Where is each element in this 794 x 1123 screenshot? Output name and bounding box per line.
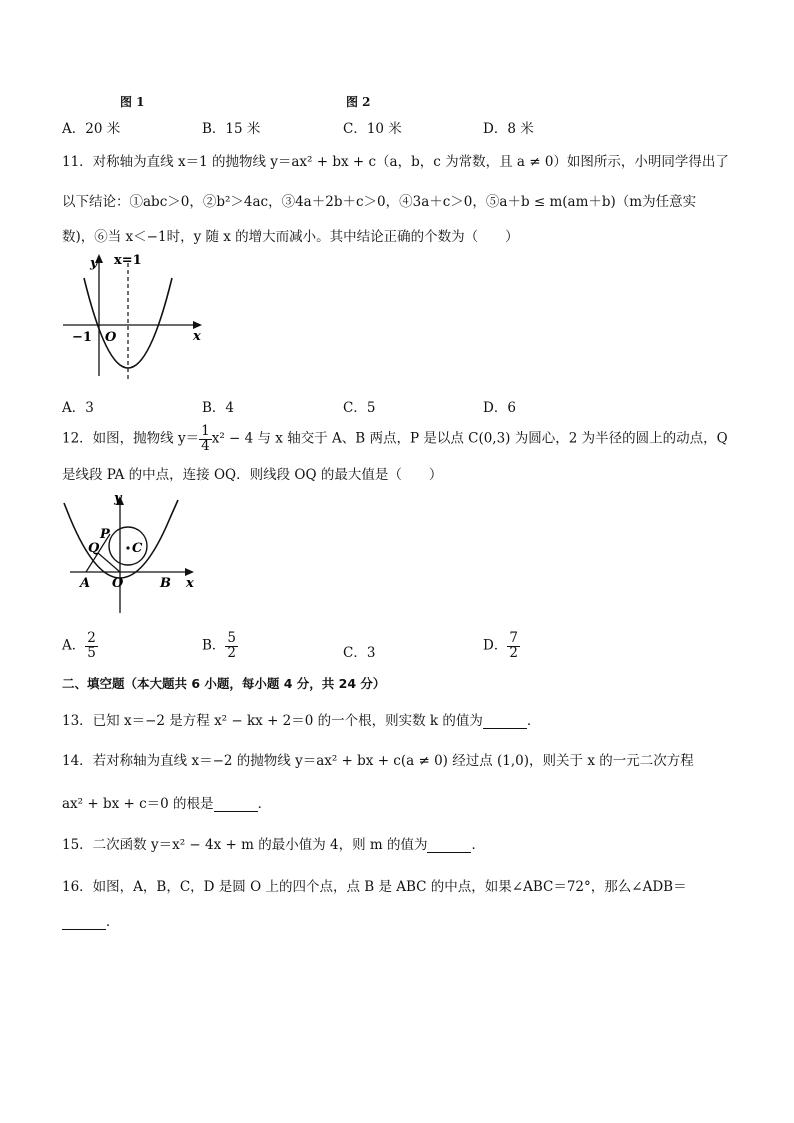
q10-option-a: A．20 米 [62,121,121,137]
section-2-heading: 二、填空题（本大题共 6 小题，每小题 4 分，共 24 分） [62,676,386,691]
q14-end: ． [257,796,272,812]
q12-point-p-label: P [100,527,110,542]
q15-answer-blank[interactable] [427,838,471,853]
q11-option-c: C．5 [343,400,376,416]
q12-option-b-num: 5 [227,630,237,646]
q11-stem-line-3: 数)，⑥当 x＜−1时，y 随 x 的增大而减小。其中结论正确的个数为（ ） [62,229,519,245]
q13-text: 13．已知 x＝−2 是方程 x² − kx + 2＝0 的一个根，则实数 k 的值为 [62,713,483,729]
q16-stem-line-1: 16．如图，A，B，C，D 是圆 O 上的四个点，点 B 是 ABC 的中点，如果∠ABC＝72°，那么∠ADB＝ [62,879,687,895]
q12-point-b-label: B [160,576,171,591]
q11-y-axis-label: y [90,256,98,271]
q12-option-d-den: 2 [509,644,518,661]
q15-stem [62,833,485,853]
q11-option-b: B．4 [202,400,235,416]
q11-neg1-label: −1 [72,330,92,345]
q16-stem-line-2 [62,910,120,930]
q12-x-axis-label: x [186,576,194,591]
q14-stem-line-1: 14．若对称轴为直线 x＝−2 的抛物线 y＝ax² + bx + c(a ≠ 0) 经过点 (1,0)，则关于 x 的一元二次方程 [62,753,694,769]
q12-option-b-label: B． [202,637,226,654]
q16-answer-blank[interactable] [62,915,106,930]
q14-answer-blank[interactable] [214,797,258,812]
q12-option-a-den: 5 [87,644,96,661]
q16-end: ． [106,914,120,930]
q12-option-b-fraction [225,632,238,660]
q12-option-d-fraction [507,632,520,660]
q12-option-a-label: A． [62,637,86,654]
q12-frac-num: 1 [201,423,210,439]
q11-option-a: A．3 [62,400,94,416]
q12-stem-suffix: x² − 4 与 x 轴交于 A、B 两点，P 是以点 C(0,3) 为圆心，2 为半径的圆上的动点，Q [211,430,728,447]
q12-point-c-label: C [132,541,143,556]
q13-answer-blank[interactable] [483,714,527,729]
q11-x-axis-label: x [193,329,201,344]
q10-option-c: C．10 米 [343,121,402,137]
q11-symmetry-label: x=1 [114,253,142,268]
q12-option-d [483,632,520,660]
q12-stem-prefix: 12．如图，抛物线 y＝ [62,430,200,447]
q12-option-a-num: 2 [87,630,96,646]
q12-stem-line-1 [62,425,728,453]
q13-end: ． [526,713,541,729]
q12-option-d-num: 7 [509,630,518,646]
q14-stem-line-2 [62,792,271,812]
q12-option-b-den: 2 [227,644,237,661]
q12-frac-den: 4 [201,437,210,454]
q15-end: ． [471,837,485,853]
q10-option-b: B．15 米 [202,121,261,137]
q11-parabola-figure [58,248,208,386]
figure-2-caption: 图 2 [346,95,371,109]
q12-fraction [199,425,212,453]
q12-stem-line-2: 是线段 PA 的中点，连接 OQ．则线段 OQ 的最大值是（ ） [62,467,443,483]
q15-text: 15．二次函数 y＝x² − 4x + m 的最小值为 4，则 m 的值为 [62,837,428,853]
figure-1-caption: 图 1 [120,95,145,109]
q12-option-c: C．3 [343,645,376,661]
q12-option-a [62,632,98,660]
q12-option-a-fraction [85,632,98,660]
q12-point-q-label: Q [88,541,100,556]
q11-stem-line-2: 以下结论：①abc＞0，②b²＞4ac，③4a＋2b＋c＞0，④3a＋c＞0，⑤a＋b ≤ m(am＋b)（m为任意实 [62,194,697,210]
q12-point-a-label: A [80,576,91,591]
q12-parabola-circle-figure [62,488,212,618]
q12-option-d-label: D． [483,637,508,654]
q11-origin-label: O [105,330,117,345]
q11-stem-line-1: 11．对称轴为直线 x＝1 的抛物线 y＝ax² + bx + c（a，b，c 为常数，且 a ≠ 0）如图所示，小明同学得出了 [62,154,729,170]
q14-text: ax² + bx + c＝0 的根是 [62,796,214,812]
q12-y-axis-label: y [114,491,122,506]
q11-option-d: D．6 [483,400,516,416]
q12-origin-label: O [112,576,124,591]
q10-option-d: D．8 米 [483,121,534,137]
q13-stem [62,709,540,729]
q12-option-b [202,632,238,660]
